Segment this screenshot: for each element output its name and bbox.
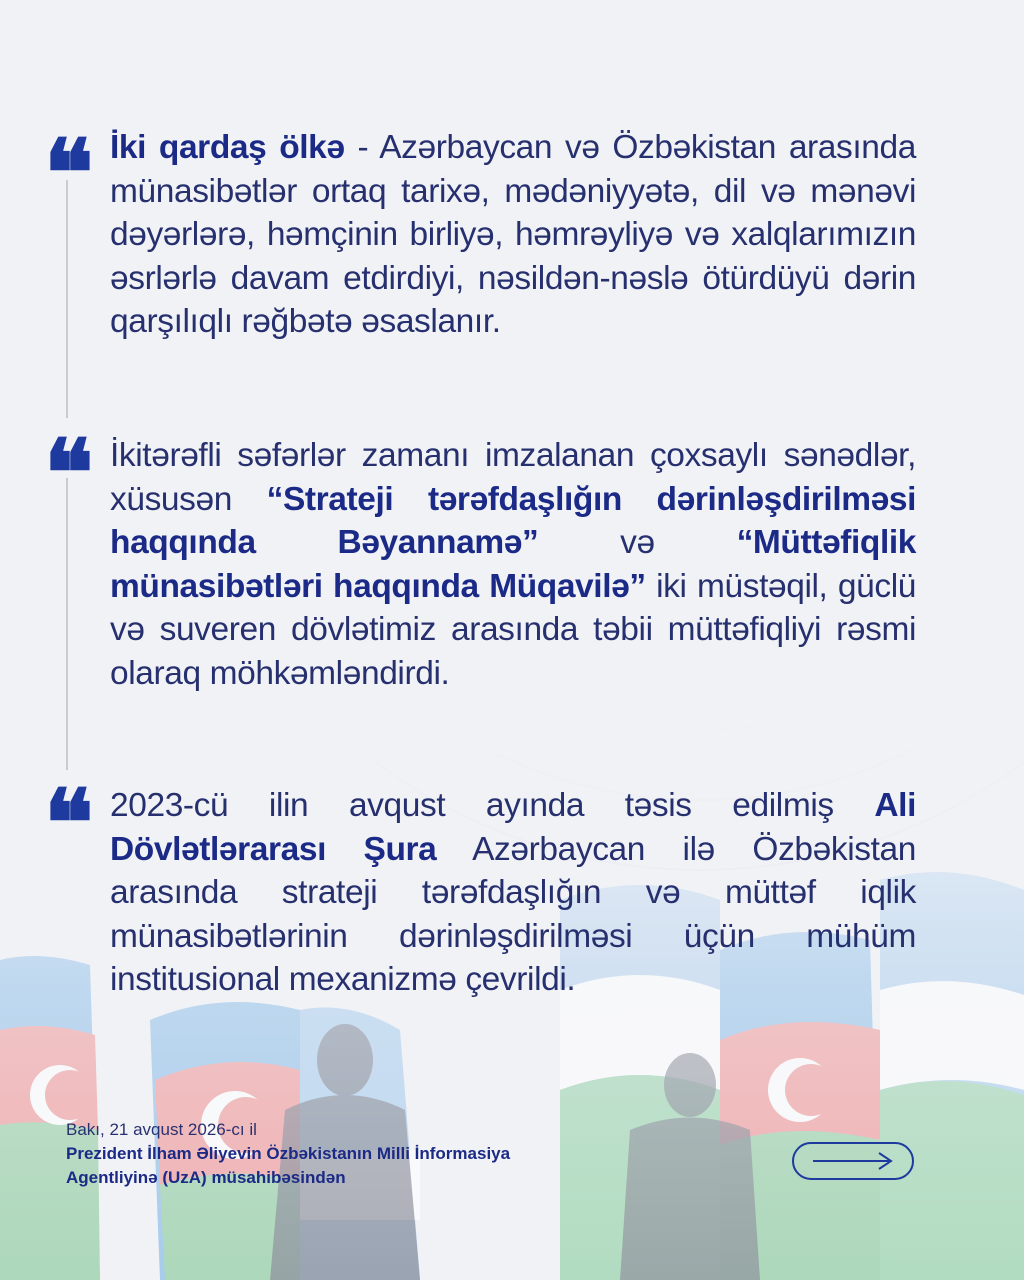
quote-block-1	[110, 126, 916, 344]
quote-block-3	[110, 784, 916, 1002]
next-button[interactable]	[792, 1142, 914, 1180]
quote-mark-icon	[44, 780, 94, 820]
quote-3-bold-1: Ali Dövlətlərarası Şura	[110, 787, 916, 868]
quote-2-text-1: İkitərəfli səfərlər zamanı imzalanan çoxsaylı sənədlər, xüsusən	[110, 437, 916, 518]
quote-3-text-1: 2023-cü ilin avqust ayında təsis edilmiş	[110, 787, 875, 824]
quote-1-text: - Azərbaycan və Özbəkistan arasında münasibətlər ortaq tarixə, mədəniyyətə, dil və mənəvi dəyərlərə, həmçinin birliyə, həmrəyliyə və xalqlarımızın əsrlərlə davam etdirdiyi, nəsildən-nəslə ötürdüyü dərin qarşılıqlı rəğbətə əsaslanır.	[110, 129, 916, 340]
footer-source: Prezident İlham Əliyevin Özbəkistanın Milli İnformasiya Agentliyinə (UzA) müsahibəsindən	[66, 1144, 511, 1187]
footer-date: Bakı, 21 avqust 2026-cı il	[66, 1120, 257, 1139]
quote-2-text-2: və	[538, 524, 737, 561]
arrow-right-icon	[811, 1151, 895, 1171]
quote-mark-icon	[44, 130, 94, 170]
quote-2-text-3: iki müstəqil, güclü və suveren dövlətimiz arasında təbii müttəfiqliyi rəsmi olaraq möhkəmləndirdi.	[110, 567, 916, 692]
quote-block-2	[110, 434, 916, 695]
quote-2-bold-2: “Müttəfiqlik münasibətləri haqqında Müqavilə”	[110, 524, 916, 605]
quote-mark-icon	[44, 430, 94, 470]
quote-2-bold-1: “Strateji tərəfdaşlığın dərinləşdirilməsi haqqında Bəyannamə”	[110, 480, 917, 561]
quote-3-text-2: Azərbaycan ilə Özbəkistan arasında strateji tərəfdaşlığın və müttəf iqlik münasibətlərinin dərinləşdirilməsi üçün mühüm institusional mexanizmə çevrildi.	[110, 830, 916, 998]
quote-1-bold-lead: İki qardaş ölkə	[110, 129, 345, 166]
